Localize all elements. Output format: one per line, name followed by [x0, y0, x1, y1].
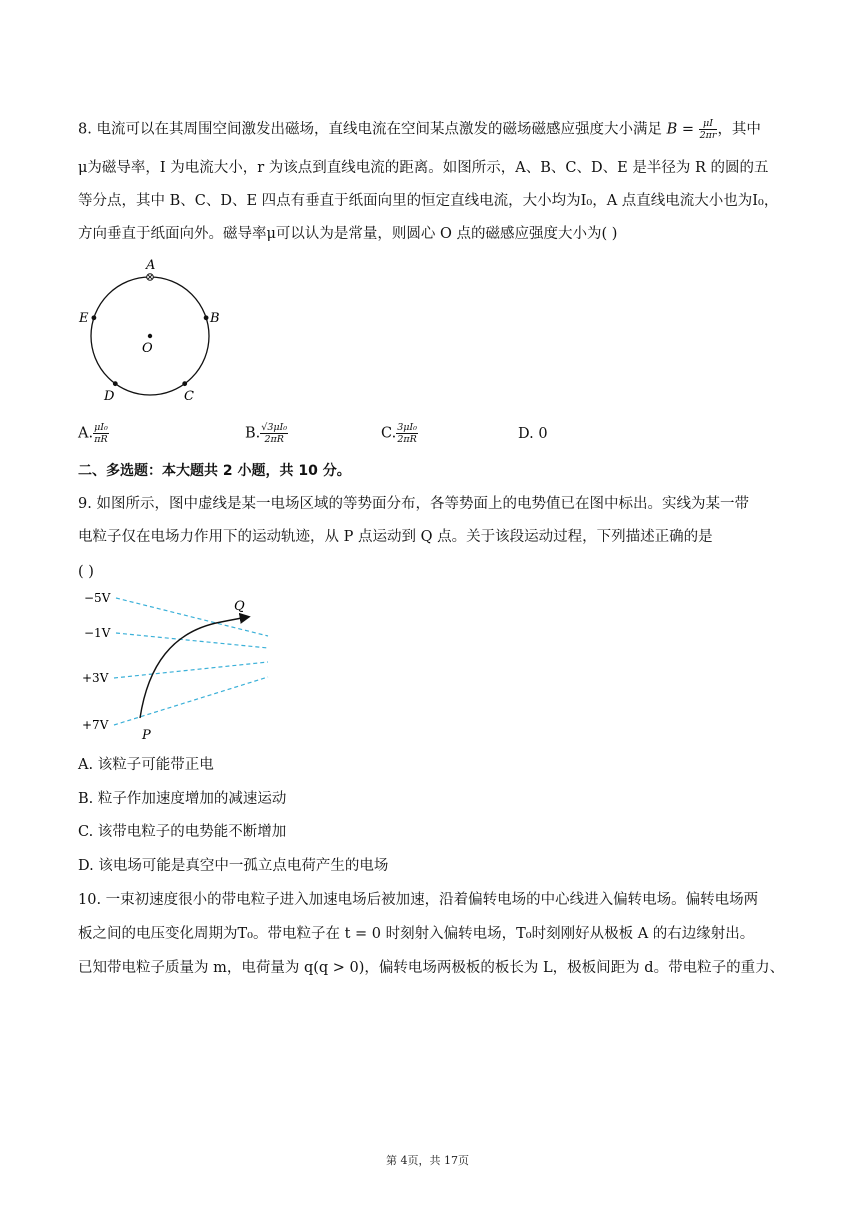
q8-option-c-num: 3μI₀ [397, 422, 417, 433]
q8-option-d-text: 0 [538, 426, 548, 442]
q8-line-1 [78, 118, 761, 141]
label-q: Q [234, 599, 245, 614]
q8-option-b-prefix: B. [245, 425, 261, 442]
q8-line-2: μ为磁导率，I 为电流大小，r 为该点到直线电流的距离。如图所示，A、B、C、D、E 是半径为 R 的圆的五 [78, 160, 769, 176]
q8-option-b-num: √3μI₀ [261, 422, 288, 433]
q9-line-3: ( ) [78, 564, 94, 580]
potential-label-minus1: −1V [84, 626, 111, 640]
q8-option-c-prefix: C. [381, 425, 397, 442]
q9-line-1: 9. 如图所示，图中虚线是某一电场区域的等势面分布，各等势面上的电势值已在图中标出。实线为某一带 [78, 496, 749, 512]
page-footer: 第 4页，共 17页 [386, 1154, 469, 1167]
q8-option-d [518, 424, 548, 444]
label-o: O [142, 341, 153, 356]
particle-trajectory [140, 617, 248, 718]
q8-option-c-den: 2πR [397, 434, 417, 445]
q8-line-1-end: ，其中 [717, 121, 761, 138]
q9-option-d: D. 该电场可能是真空中一孤立点电荷产生的电场 [78, 858, 389, 874]
q8-option-a [78, 422, 109, 445]
potential-label-plus7: +7V [82, 718, 109, 732]
q9-field-figure [76, 586, 276, 746]
potential-label-minus5: −5V [84, 591, 111, 605]
q8-formula-num: μI [699, 118, 718, 130]
q9-line-2: 电粒子仅在电场力作用下的运动轨迹，从 P 点运动到 Q 点。关于该段运动过程，下列描述正确的是 [78, 529, 713, 545]
label-e: E [79, 311, 89, 326]
q8-option-c [381, 422, 418, 445]
equipotential-line-plus3 [114, 662, 268, 678]
q8-option-d-prefix: D. [518, 426, 534, 442]
q8-option-a-num: μI₀ [94, 422, 108, 433]
label-p: P [142, 728, 151, 743]
q8-option-b-den: 2πR [264, 434, 284, 445]
point-c-dot [182, 381, 187, 386]
q10-line-2: 板之间的电压变化周期为T₀。带电粒子在 t = 0 时刻射入偏转电场，T₀时刻刚好从极板 A 的右边缘射出。 [78, 926, 755, 942]
equipotential-line-minus1 [116, 633, 268, 648]
q10-line-3: 已知带电粒子质量为 m，电荷量为 q(q > 0)，偏转电场两极板的板长为 L，极板间距为 d。带电粒子的重力、 [78, 960, 785, 976]
q8-circle-figure [72, 252, 232, 412]
q8-option-a-den: πR [94, 434, 108, 445]
potential-label-plus3: +3V [82, 671, 109, 685]
q8-formula-lhs: B = [666, 121, 694, 138]
q9-option-c: C. 该带电粒子的电势能不断增加 [78, 824, 287, 840]
q8-line-3: 等分点，其中 B、C、D、E 四点有垂直于纸面向里的恒定直线电流，大小均为I₀，A 点直线电流大小也为I₀， [78, 193, 779, 209]
label-a: A [146, 258, 156, 273]
q8-formula-den: 2πr [699, 130, 717, 141]
label-c: C [184, 389, 194, 404]
q8-formula-fraction [699, 118, 718, 141]
q9-option-a: A. 该粒子可能带正电 [78, 757, 214, 773]
point-d-dot [113, 381, 118, 386]
equipotential-line-plus7 [114, 677, 268, 725]
label-b: B [210, 311, 220, 326]
label-d: D [104, 389, 115, 404]
point-b-dot [204, 315, 209, 320]
point-o-dot [148, 334, 152, 338]
q8-option-b [245, 422, 288, 445]
q9-option-b: B. 粒子作加速度增加的减速运动 [78, 791, 287, 807]
q8-line-4: 方向垂直于纸面向外。磁导率μ可以认为是常量，则圆心 O 点的磁感应强度大小为( ) [78, 226, 618, 242]
point-e-dot [92, 315, 97, 320]
q10-line-1: 10. 一束初速度很小的带电粒子进入加速电场后被加速，沿着偏转电场的中心线进入偏转电场。偏转电场两 [78, 892, 759, 908]
q8-line-1-text: 8. 电流可以在其周围空间激发出磁场，直线电流在空间某点激发的磁场磁感应强度大小满足 [78, 121, 662, 138]
point-a-symbol [147, 274, 154, 281]
q8-option-a-prefix: A. [78, 425, 94, 442]
section-heading-multiple-choice: 二、多选题：本大题共 2 小题，共 10 分。 [78, 463, 351, 479]
